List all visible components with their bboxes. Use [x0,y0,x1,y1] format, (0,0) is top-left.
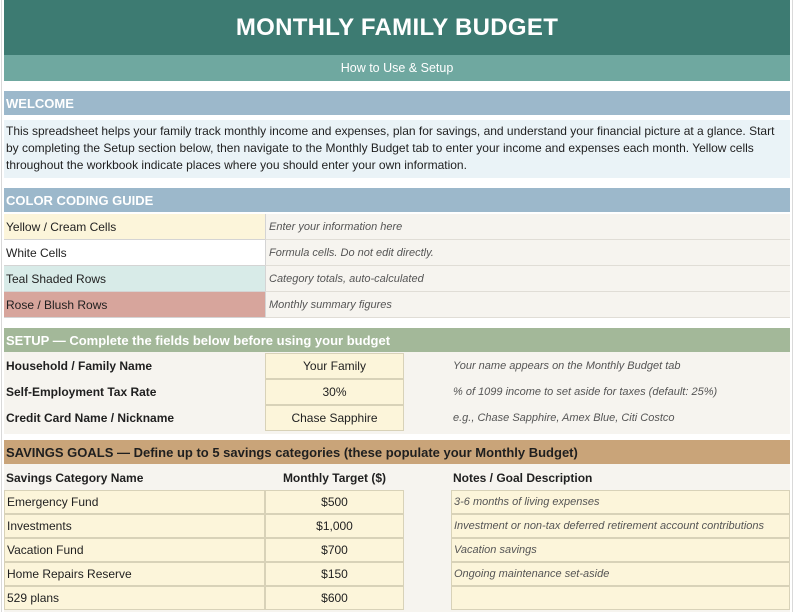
col-header-category: Savings Category Name [6,471,144,485]
color-swatch-white[interactable]: White Cells [4,240,265,266]
setup-label-household: Household / Family Name [6,359,153,373]
setup-label-credit-card: Credit Card Name / Nickname [6,411,175,425]
savings-name-input[interactable]: Investments [4,514,265,538]
savings-name-input[interactable]: 529 plans [4,586,265,610]
savings-target-input[interactable]: $1,000 [265,514,404,538]
savings-note-input[interactable]: Ongoing maintenance set-aside [451,562,790,586]
savings-target-input[interactable]: $700 [265,538,404,562]
color-note-rose[interactable]: Monthly summary figures [265,292,790,318]
color-swatch-yellow[interactable]: Yellow / Cream Cells [4,214,265,240]
savings-target-input[interactable]: $150 [265,562,404,586]
savings-note-input[interactable] [451,586,790,610]
savings-note-input[interactable]: Vacation savings [451,538,790,562]
col-header-target: Monthly Target ($) [282,471,387,485]
setup-note-credit-card: e.g., Chase Sapphire, Amex Blue, Citi Costco [453,412,675,424]
savings-name-input[interactable]: Vacation Fund [4,538,265,562]
section-header-savings: SAVINGS GOALS — Define up to 5 savings categories (these populate your Monthly Budget) [4,440,790,464]
page-subtitle: How to Use & Setup [4,55,790,81]
setup-label-tax-rate: Self-Employment Tax Rate [6,385,157,399]
section-header-setup: SETUP — Complete the fields below before using your budget [4,328,790,352]
col-header-notes: Notes / Goal Description [453,471,593,485]
setup-note-tax-rate: % of 1099 income to set aside for taxes (default: 25%) [453,386,718,398]
section-header-color-guide: COLOR CODING GUIDE [4,188,790,212]
savings-note-input[interactable]: Investment or non-tax deferred retirement account contributions [451,514,790,538]
savings-note-input[interactable]: 3-6 months of living expenses [451,490,790,514]
color-note-white[interactable]: Formula cells. Do not edit directly. [265,240,790,266]
savings-name-input[interactable]: Emergency Fund [4,490,265,514]
tax-rate-input[interactable]: 30% [265,379,404,405]
savings-target-input[interactable]: $600 [265,586,404,610]
credit-card-input[interactable]: Chase Sapphire [265,405,404,431]
color-note-teal[interactable]: Category totals, auto-calculated [265,266,790,292]
grid-line [1,0,2,612]
setup-note-household: Your name appears on the Monthly Budget tab [453,360,681,372]
welcome-text[interactable]: This spreadsheet helps your family track monthly income and expenses, plan for savings, and understand your financial picture at a glance. Start by completing the Setup section below, then navigate to the Monthly Budget tab to enter your income and expenses each month. Yellow cells throughout the workbook indicate places where you should enter your own information. [4,120,790,178]
page-title: MONTHLY FAMILY BUDGET [4,0,790,55]
color-swatch-rose[interactable]: Rose / Blush Rows [4,292,265,318]
savings-target-input[interactable]: $500 [265,490,404,514]
section-header-welcome: WELCOME [4,91,790,115]
household-name-input[interactable]: Your Family [265,353,404,379]
color-swatch-teal[interactable]: Teal Shaded Rows [4,266,265,292]
grid-line [792,0,793,612]
savings-name-input[interactable]: Home Repairs Reserve [4,562,265,586]
color-note-yellow[interactable]: Enter your information here [265,214,790,240]
